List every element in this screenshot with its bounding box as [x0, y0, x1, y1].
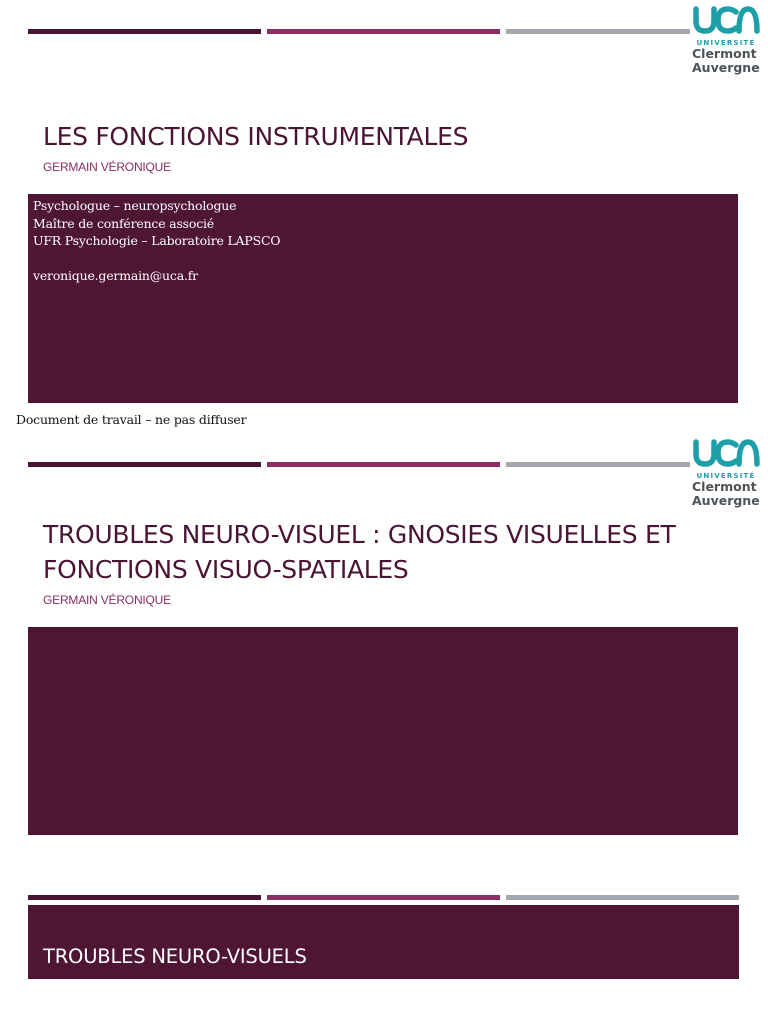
logo-university-label: UNIVERSITÉ — [696, 472, 756, 480]
logo-city-line2: Auvergne — [692, 493, 760, 508]
accent-bar-dark — [28, 895, 261, 900]
info-line-email[interactable]: veronique.germain@uca.fr — [33, 268, 198, 283]
slide1-info-lines — [33, 197, 280, 285]
info-line-blank — [33, 250, 280, 268]
info-line-title: Maître de conférence associé — [33, 215, 214, 231]
accent-bar-magenta — [267, 895, 500, 900]
accent-bar-grey — [506, 29, 690, 34]
logo-city-line1: Clermont — [692, 46, 757, 61]
slide2-title-line2: FONCTIONS VISUO-SPATIALES — [43, 555, 409, 584]
slide1-title: LES FONCTIONS INSTRUMENTALES — [43, 122, 469, 151]
footnote: Document de travail – ne pas diffuser — [16, 412, 247, 427]
slide2-info-box — [28, 627, 738, 835]
accent-bar-dark — [28, 29, 261, 34]
accent-bar-magenta — [267, 29, 500, 34]
accent-bar-magenta — [267, 462, 500, 467]
accent-bar-grey — [506, 895, 739, 900]
info-line-role: Psychologue – neuropsychologue — [33, 198, 237, 213]
uca-logo-mark-icon — [692, 6, 760, 36]
logo-university-label: UNIVERSITÉ — [696, 39, 756, 47]
slide3-title: TROUBLES NEURO-VISUELS — [43, 945, 307, 968]
accent-bar-grey — [506, 462, 690, 467]
logo-city-line2: Auvergne — [692, 60, 760, 75]
info-line-lab: UFR Psychologie – Laboratoire LAPSCO — [33, 233, 281, 248]
slide2-author: GERMAIN VÉRONIQUE — [43, 593, 171, 607]
logo-city-line1: Clermont — [692, 479, 757, 494]
slide2-title-line1: TROUBLES NEURO-VISUEL : GNOSIES VISUELLES ET — [43, 520, 676, 549]
uca-logo — [692, 6, 768, 86]
slide1-author: GERMAIN VÉRONIQUE — [43, 160, 171, 174]
uca-logo — [692, 439, 768, 519]
accent-bar-dark — [28, 462, 261, 467]
uca-logo-mark-icon — [692, 439, 760, 469]
